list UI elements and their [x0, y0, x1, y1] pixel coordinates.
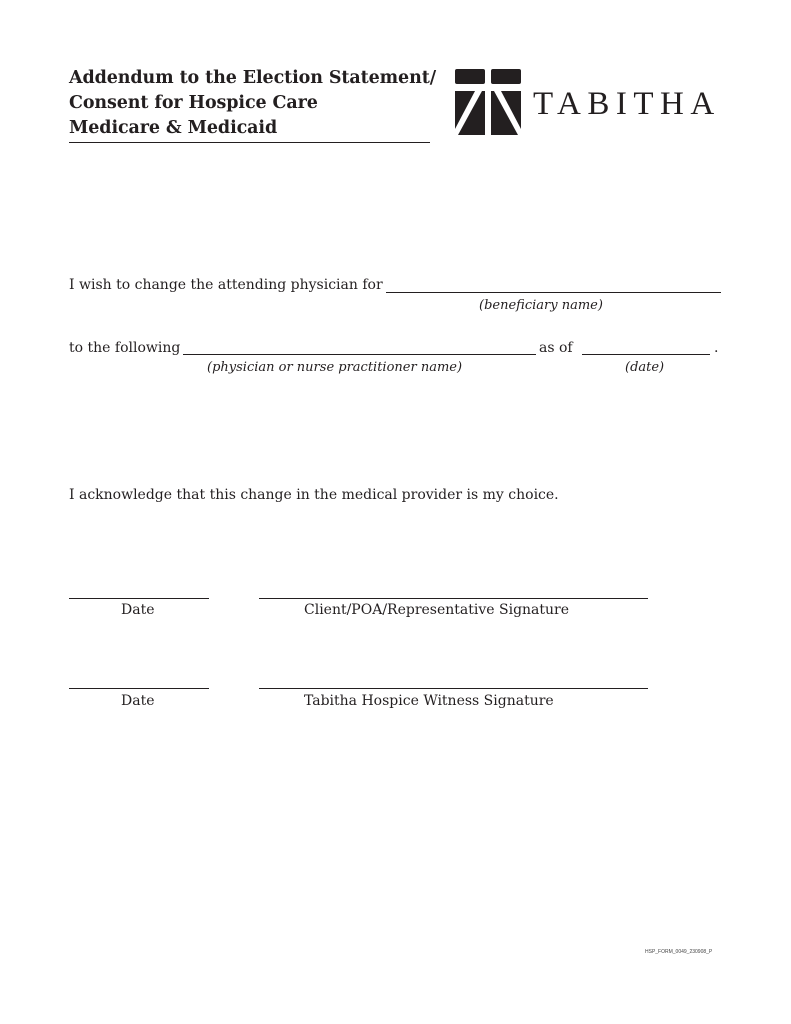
form-title-line-3: Medicare & Medicaid — [69, 118, 278, 138]
physician-name-caption: (physician or nurse practitioner name) — [207, 360, 463, 375]
beneficiary-name-field[interactable] — [386, 292, 721, 293]
client-date-field[interactable] — [69, 598, 209, 599]
physician-name-field[interactable] — [183, 354, 536, 355]
witness-signature-label: Tabitha Hospice Witness Signature — [304, 693, 554, 709]
witness-date-field[interactable] — [69, 688, 209, 689]
date-caption: (date) — [625, 360, 665, 375]
title-underline — [69, 142, 430, 143]
acknowledgement-statement: I acknowledge that this change in the medical provider is my choice. — [69, 487, 559, 503]
tabitha-logo-mark — [455, 69, 521, 135]
to-the-following-label: to the following — [69, 340, 181, 356]
sentence-period: . — [714, 340, 719, 356]
effective-date-field[interactable] — [582, 354, 710, 355]
witness-date-label: Date — [121, 693, 155, 709]
change-physician-label: I wish to change the attending physician for — [69, 277, 383, 293]
witness-signature-field[interactable] — [259, 688, 648, 689]
client-date-label: Date — [121, 602, 155, 618]
form-code: HSP_FORM_0049_230908_P — [645, 949, 713, 955]
client-signature-label: Client/POA/Representative Signature — [304, 602, 570, 618]
as-of-label: as of — [539, 340, 573, 356]
tabitha-logo-wordmark: TABITHA — [533, 86, 721, 122]
form-title-line-2: Consent for Hospice Care — [69, 93, 318, 113]
form-title-line-1: Addendum to the Election Statement/ — [69, 68, 436, 88]
client-signature-field[interactable] — [259, 598, 648, 599]
beneficiary-name-caption: (beneficiary name) — [479, 298, 603, 313]
